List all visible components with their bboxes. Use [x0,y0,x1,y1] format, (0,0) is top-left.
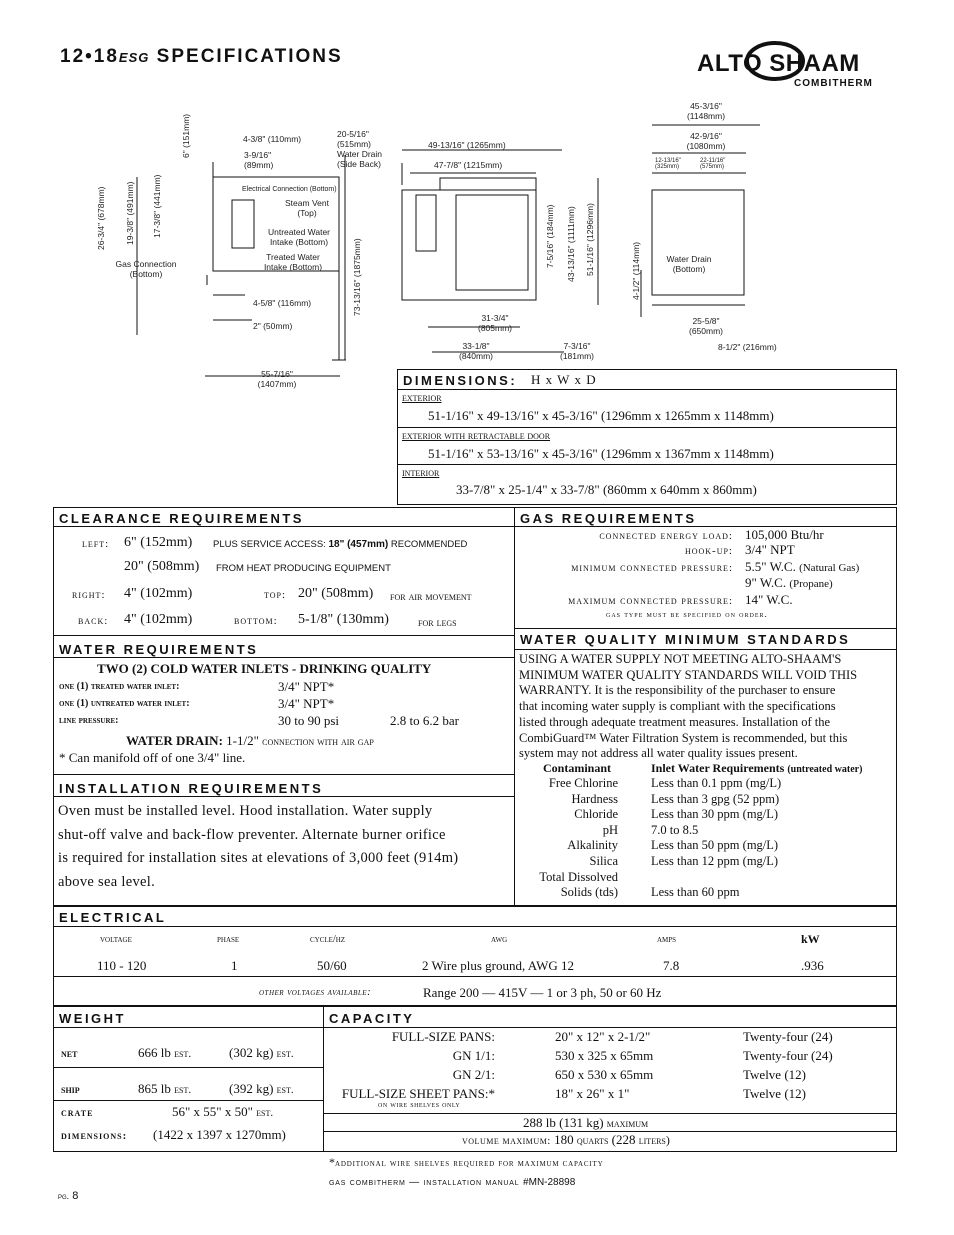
dim-label: Gas Connection (Bottom) [115,259,177,279]
left2-value: 20" (508mm) [124,559,200,574]
quality-row-value: Less than 30 ppm (mg/L) [651,807,779,822]
logo-swoosh-icon [740,34,810,82]
left-label: left: [82,538,110,550]
exterior-label: exterior [402,392,442,404]
quality-row-contaminant: Chloride [574,807,618,822]
dim-label: 4-3/8" (110mm) [243,134,302,144]
gas-max-value: 14" W.C. [745,592,793,607]
quality-paragraph: USING A WATER SUPPLY NOT MEETING ALTO-SHAAM'S MINIMUM WATER QUALITY STANDARDS WILL VOID THIS WARRANTY. It is the responsibility of the purchaser to ensure that incoming water supply is compliant with the specifications listed through adequate treatment measures. Installation of the CombiGuard™ Water Filtration System is recommended, but this system may not address all water quality issues present. [519,652,858,761]
dim-label: 4-5/8" (116mm) [253,298,312,308]
left2-note: FROM HEAT PRODUCING EQUIPMENT [216,563,391,574]
dim-label: Water Drain (Bottom) [666,254,712,274]
quality-row-value: Less than 60 ppm [651,885,740,900]
capacity-row-size: 20" x 12" x 2-1/2" [555,1029,651,1044]
dim-label: 42-9/16" (1080mm) [686,131,726,151]
capacity-row-count: Twenty-four (24) [743,1029,833,1044]
brand-logo: ALTO SHAAM [697,50,860,77]
untreated-label: one (1) untreated water inlet: [59,698,190,709]
electrical-heading: ELECTRICAL [59,910,167,925]
pressure-psi: 30 to 90 psi [278,713,340,728]
elec-hz: 50/60 [317,958,347,973]
capacity-row-count: Twenty-four (24) [743,1048,833,1063]
crate-dims-label: dimensions: [61,1130,128,1142]
dim-label: 17-3/8" (441mm) [152,174,162,238]
elec-header-phase: phase [217,934,240,945]
dim-label: 31-3/4" (805mm) [477,313,512,333]
door-label: exterior with retractable door [402,430,551,442]
clearance-heading: CLEARANCE REQUIREMENTS [59,511,304,526]
exterior-value: 51-1/16" x 49-13/16" x 45-3/16" (1296mm x 1265mm x 1148mm) [428,408,774,423]
dim-label: 7-5/16" (184mm) [545,204,555,268]
dim-label: 25-5/8" (650mm) [688,316,723,336]
capacity-row-count: Twelve (12) [743,1067,806,1082]
brand-subtitle: COMBITHERM [794,78,873,89]
capacity-volume: volume maximum: 180 quarts (228 liters) [462,1132,670,1147]
water-heading: WATER REQUIREMENTS [59,642,259,657]
crate-label: crate [61,1107,94,1119]
capacity-row-size: 530 x 325 x 65mm [555,1048,654,1063]
capacity-row-label: FULL-SIZE PANS: [391,1029,495,1044]
quality-row-contaminant: Alkalinity [567,838,618,853]
dim-label: 20-5/16" (515mm) Water Drain (Side Back) [337,129,383,169]
water-drain: WATER DRAIN: 1-1/2" connection with air gap [126,733,374,748]
ship-label: ship [61,1084,80,1096]
dim-label: 26-3/4" (678mm) [96,186,106,250]
elec-header-awg: awg [491,934,508,945]
quality-row-value: Less than 0.1 ppm (mg/L) [651,776,782,790]
left-value: 6" (152mm) [124,535,193,550]
dim-label: 51-1/16" (1296mm) [585,203,595,276]
other-voltages-label: other voltages available: [259,987,372,998]
gas-max-label: maximum connected pressure: [568,595,733,607]
top-note: for air movement [390,589,472,603]
dim-label: 4-1/2" (114mm) [631,241,641,300]
pressure-bar: 2.8 to 6.2 bar [390,713,459,728]
bottom-value: 5-1/8" (130mm) [298,612,389,627]
pressure-label: line pressure: [59,715,119,726]
quality-row-contaminant: Hardness [571,791,618,806]
crate-dims-value: (1422 x 1397 x 1270mm) [153,1127,286,1142]
gas-heading: GAS REQUIREMENTS [520,511,697,526]
gas-min-value1: 5.5" W.C. (Natural Gas) [745,559,860,574]
dim-label: 3-9/16" (89mm) [244,150,274,170]
dim-label: Treated Water Intake (Bottom) [263,252,323,272]
untreated-value: 3/4" NPT* [278,696,335,711]
net-label: net [61,1048,78,1060]
capacity-row-label: FULL-SIZE SHEET PANS:* [341,1086,495,1101]
other-voltages-value: Range 200 — 415V — 1 or 3 ph, 50 or 60 Hz [423,985,662,1000]
dim-label: 49-13/16" (1265mm) [428,140,506,150]
bottom-label: bottom: [234,615,278,627]
manifold-note: * Can manifold off of one 3/4" line. [59,750,246,765]
dimensions-format: H x W x D [531,372,597,387]
capacity-footnote: *additional wire shelves required for maximum capacity [329,1155,604,1169]
top-value: 20" (508mm) [298,586,374,601]
dim-label: 6" (151mm) [181,113,191,158]
gas-load-label: connected energy load: [599,530,733,542]
door-value: 51-1/16" x 53-13/16" x 45-3/16" (1296mm x 1367mm x 1148mm) [428,446,774,461]
gas-note: gas type must be specified on order. [606,609,768,619]
wire-note: on wire shelves only [378,1099,461,1109]
installation-heading: INSTALLATION REQUIREMENTS [59,781,324,796]
capacity-row-label: GN 2/1: [452,1067,495,1082]
installation-text: Oven must be installed level. Hood installation. Water supply shut-off valve and back-flow preventer. Alternate burner orifice is required for installation sites at elevations of 3,000 feet (914m) above sea level. [58,803,459,890]
capacity-heading: CAPACITY [329,1011,415,1026]
dim-label: 45-3/16" (1148mm) [686,101,726,121]
right-view-drawing [641,125,760,317]
dim-label: 7-3/16" (181mm) [559,341,594,361]
back-value: 4" (102mm) [124,612,193,627]
interior-label: interior [402,467,440,479]
quality-row-value: 7.0 to 8.5 [651,822,699,837]
elec-kw: .936 [801,958,824,973]
weight-heading: WEIGHT [59,1011,126,1026]
top-label: top: [264,589,287,601]
quality-col-requirements: Inlet Water Requirements (untreated water) [651,761,863,775]
back-label: back: [78,615,109,627]
dim-label: 55-7/16" (1407mm) [257,369,297,389]
elec-awg: 2 Wire plus ground, AWG 12 [422,958,575,973]
dim-label: 73-13/16" (1875mm) [352,238,362,316]
page-title: 12•18ESG SPECIFICATIONS [60,46,343,67]
quality-row-contaminant: Free Chlorine [548,776,618,790]
dim-label: 22-11/16" (575mm) [700,158,726,170]
quality-col-contaminant: Contaminant [543,761,612,775]
dim-label: 2" (50mm) [253,321,293,331]
quality-row-contaminant: Solids (tds) [560,885,618,900]
dim-label: 33-1/8" (840mm) [458,341,493,361]
quality-row-contaminant: Total Dissolved [539,869,618,884]
gas-load-value: 105,000 Btu/hr [745,527,824,542]
dim-label: 19-3/8" (491mm) [125,181,135,245]
water-subheading: TWO (2) COLD WATER INLETS - DRINKING QUALITY [97,661,432,676]
treated-label: one (1) treated water inlet: [59,681,180,692]
elec-amps: 7.8 [663,958,680,973]
dim-label: 12-13/16" (325mm) [655,158,681,170]
capacity-row-size: 18" x 26" x 1" [555,1086,630,1101]
gas-min-label: minimum connected pressure: [571,562,733,574]
elec-voltage: 110 - 120 [97,958,147,973]
quality-row-value: Less than 50 ppm (mg/L) [651,838,779,853]
dim-label: Electrical Connection (Bottom) [242,186,337,193]
gas-min-value2: 9" W.C. (Propane) [745,575,833,590]
dim-label: Untreated Water Intake (Bottom) [267,227,331,247]
ship-lb: 865 lb est. [138,1081,192,1096]
gas-hookup-value: 3/4" NPT [745,542,795,557]
quality-heading: WATER QUALITY MINIMUM STANDARDS [520,632,851,647]
elec-header-voltage: voltage [100,934,132,945]
dimensions-heading: DIMENSIONS: [403,373,518,388]
quality-row-value: Less than 3 gpg (52 ppm) [651,791,780,806]
right-value: 4" (102mm) [124,586,193,601]
left-service: PLUS SERVICE ACCESS: 18" (457mm) RECOMMENDED [213,539,468,550]
elec-phase: 1 [231,958,238,973]
dim-label: Steam Vent (Top) [285,198,329,218]
bottom-note: for legs [418,615,457,629]
dim-label: 8-1/2" (216mm) [718,342,777,352]
crate-value: 56" x 55" x 50" est. [172,1104,274,1119]
interior-value: 33-7/8" x 25-1/4" x 33-7/8" (860mm x 640mm x 860mm) [456,482,757,497]
footer-manual: gas combitherm — installation manual #MN-28898 [329,1177,576,1188]
capacity-row-count: Twelve (12) [743,1086,806,1101]
quality-row-contaminant: pH [602,822,618,837]
treated-value: 3/4" NPT* [278,679,335,694]
net-kg: (302 kg) est. [229,1045,294,1060]
elec-header-hz: cycle/hz [310,934,346,945]
dim-label: 47-7/8" (1215mm) [434,160,503,170]
capacity-row-label: GN 1/1: [452,1048,495,1063]
right-label: right: [72,589,106,601]
gas-hookup-label: hook-up: [684,545,733,557]
net-lb: 666 lb est. [138,1045,192,1060]
page-number: pg. 8 [58,1190,79,1202]
quality-row-contaminant: Silica [589,854,618,868]
elec-header-kw: kW [801,932,820,946]
dim-label: 43-13/16" (1111mm) [566,206,576,282]
ship-kg: (392 kg) est. [229,1081,294,1096]
capacity-row-size: 650 x 530 x 65mm [555,1067,654,1082]
quality-row-value: Less than 12 ppm (mg/L) [651,854,779,868]
elec-header-amps: amps [657,934,677,945]
capacity-max-weight: 288 lb (131 kg) maximum [523,1115,649,1130]
